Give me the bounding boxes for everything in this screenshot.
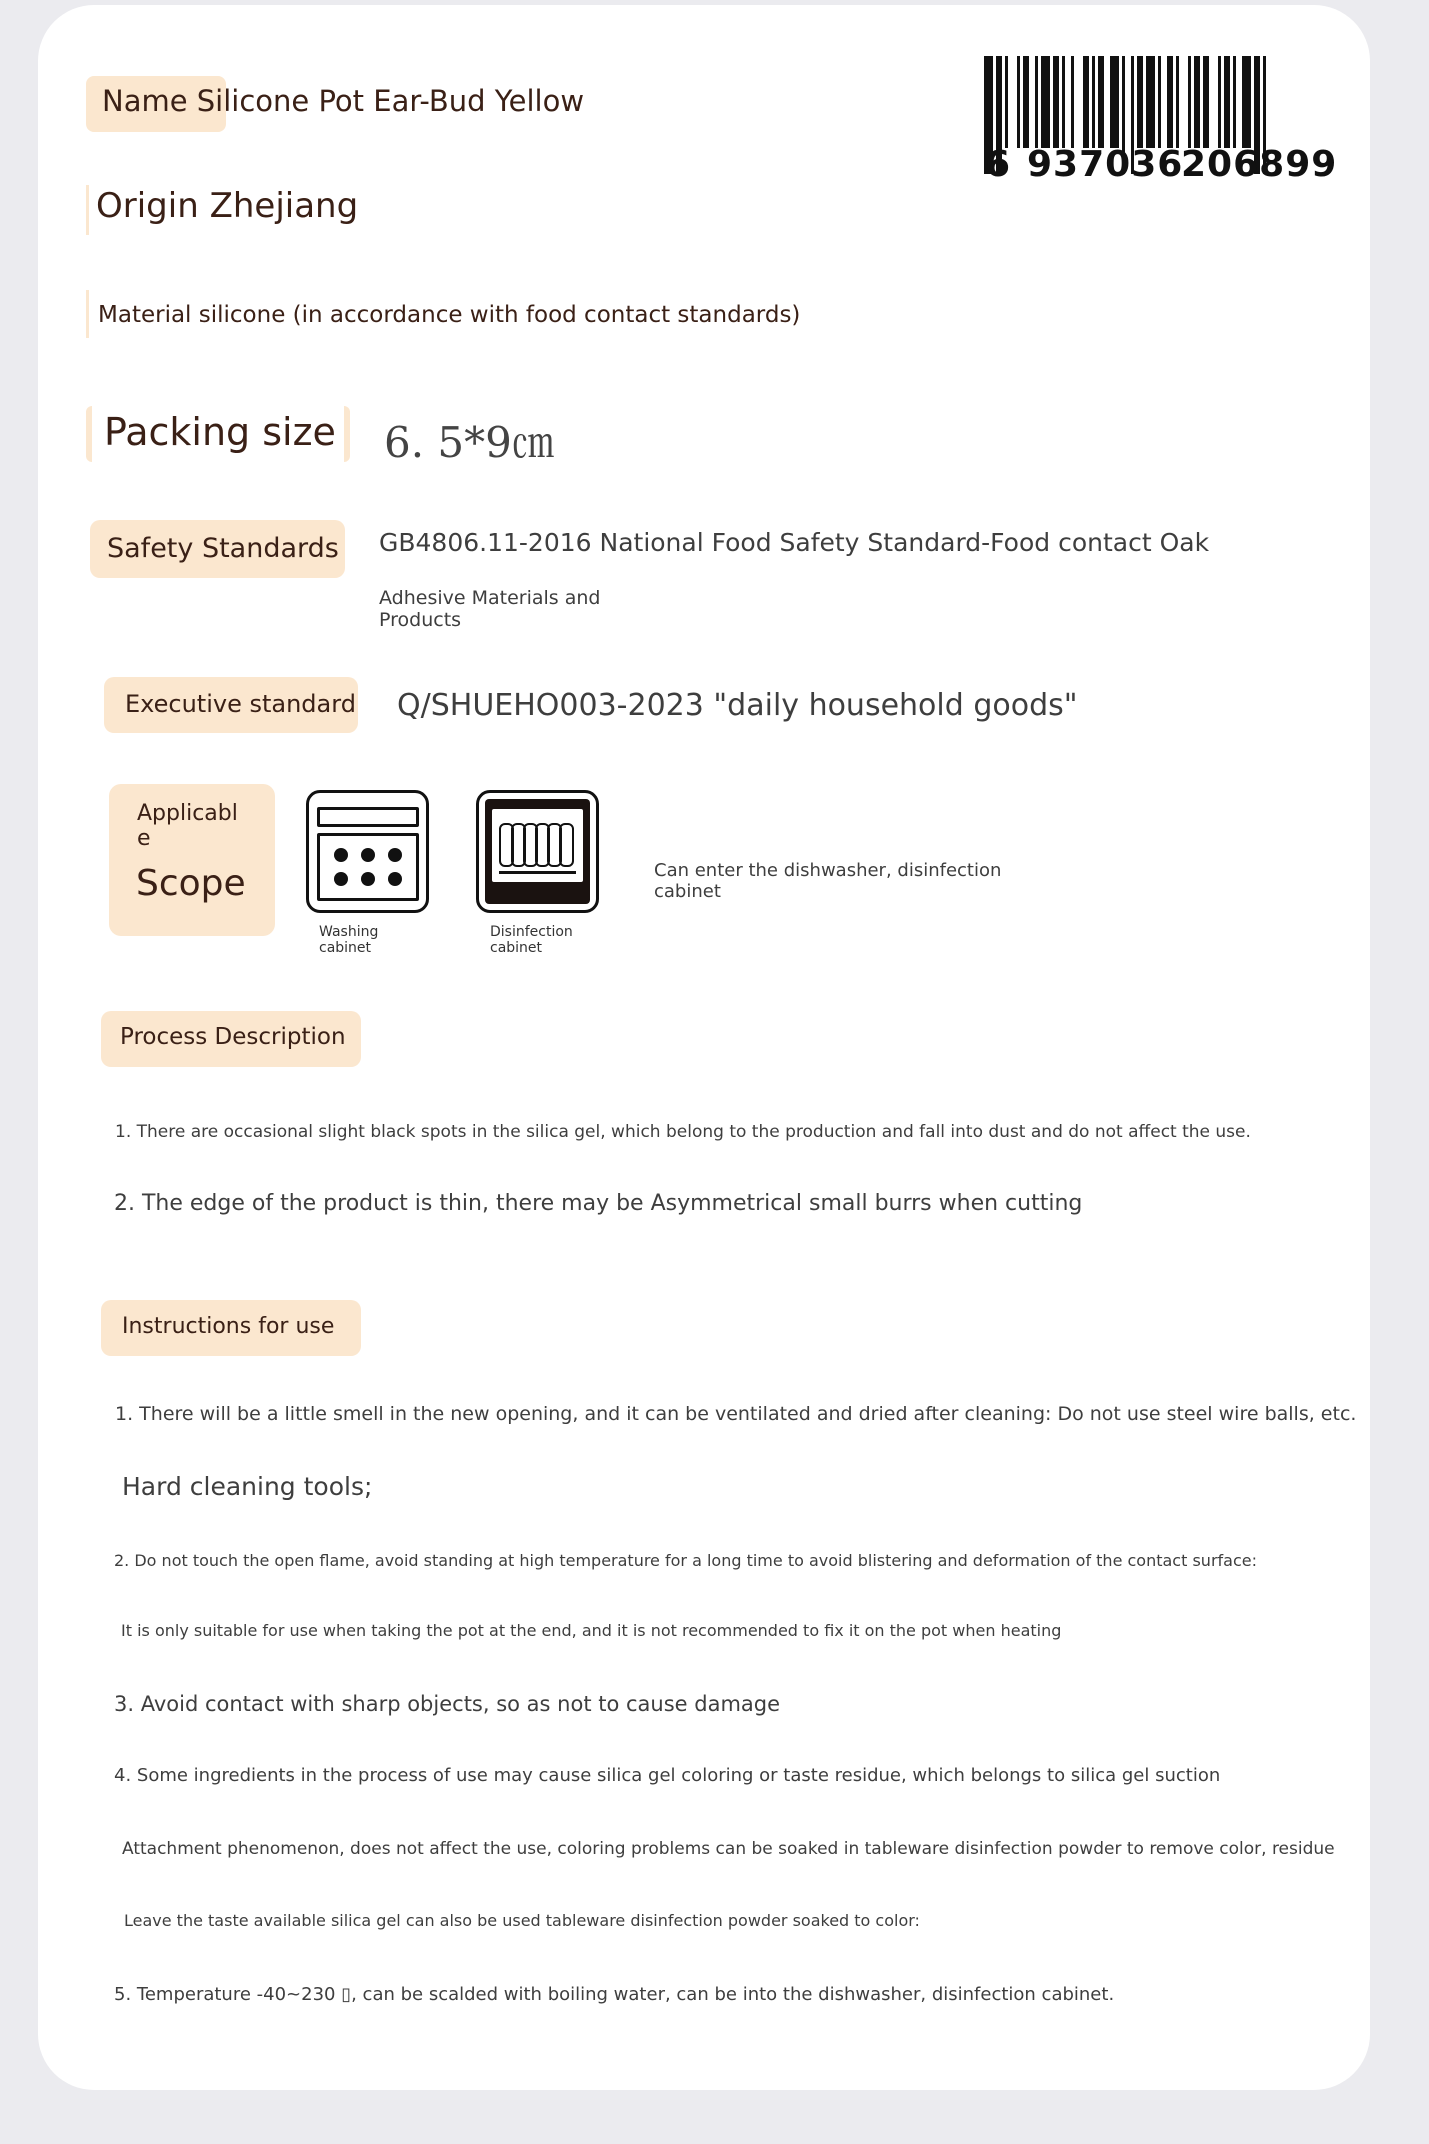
process-label: Process Description (120, 1024, 346, 1050)
barcode-bar (1083, 56, 1089, 148)
barcode-bar (1071, 56, 1074, 148)
packing-value: 6. 5*9㎝ (384, 418, 554, 467)
scope-note-line1: Can enter the dishwasher, disinfection (654, 860, 1002, 881)
barcode-bar (1137, 56, 1143, 148)
barcode-bar (1224, 56, 1230, 148)
barcode-bar (1062, 56, 1065, 148)
material-accent (86, 290, 89, 338)
instruction-line-5: 3. Avoid contact with sharp objects, so as not to cause damage (114, 1692, 781, 1716)
instruction-line-6: 4. Some ingredients in the process of use may cause silica gel coloring or taste residue, which belongs to silica gel suction (114, 1765, 1221, 1786)
safety-line2b: Products (379, 609, 462, 631)
barcode-bar (1053, 56, 1059, 148)
barcode-bar (1092, 56, 1095, 148)
barcode-bar (1098, 56, 1104, 148)
safety-line2a: Adhesive Materials and (379, 587, 601, 609)
barcode-bar (1017, 56, 1020, 148)
barcode-bar (1194, 56, 1200, 148)
washing-cabinet-icon (306, 790, 429, 913)
barcode-bar (1233, 56, 1236, 148)
disinfection-cabinet-icon (476, 790, 599, 913)
scope-label-line2: e (137, 826, 151, 851)
instruction-line-8: Leave the taste available silica gel can also be used tableware disinfection powder soaked to color: (124, 1911, 920, 1930)
washing-caption-2: cabinet (319, 940, 372, 956)
process-item-2: 2. The edge of the product is thin, there may be Asymmetrical small burrs when cutting (114, 1191, 1083, 1216)
instruction-line-3: 2. Do not touch the open flame, avoid standing at high temperature for a long time to avoid blistering and deformation of the contact surface: (114, 1551, 1257, 1570)
instruction-line-9: 5. Temperature -40~230 ▯, can be scalded with boiling water, can be into the dishwasher, disinfection cabinet. (114, 1984, 1115, 2005)
barcode-bar (1005, 56, 1008, 148)
washing-cabinet-body (317, 833, 419, 901)
disinfection-caption-2: cabinet (490, 940, 543, 956)
scope-label-line1: Applicabl (137, 801, 238, 826)
product-origin: Origin Zhejiang (96, 186, 359, 226)
barcode-digit-lead: 6 (985, 144, 1011, 185)
scope-label-big: Scope (136, 863, 246, 904)
instructions-label: Instructions for use (122, 1314, 335, 1339)
barcode-bar (1203, 56, 1209, 148)
washing-caption-1: Washing (319, 924, 379, 940)
packing-label: Packing size (104, 410, 336, 454)
instruction-line-7: Attachment phenomenon, does not affect the use, coloring problems can be soaked in tableware disinfection powder to remove color, residue (122, 1839, 1335, 1859)
barcode-bar (1110, 56, 1119, 148)
scope-note-line2: cabinet (654, 881, 721, 902)
instruction-line-1: 1. There will be a little smell in the new opening, and it can be ventilated and dried after cleaning: Do not use steel wire balls, etc. (115, 1403, 1357, 1425)
barcode-bar (1041, 56, 1050, 148)
instruction-line-2: Hard cleaning tools; (122, 1472, 373, 1501)
barcode-bar (1218, 56, 1221, 148)
instruction-line-4: It is only suitable for use when taking the pot at the end, and it is not recommended to fix it on the pot when heating (121, 1621, 1062, 1640)
safety-label: Safety Standards (107, 533, 339, 564)
product-material: Material silicone (in accordance with food contact standards) (98, 302, 801, 328)
barcode-digits-right: 206899 (1181, 144, 1338, 185)
barcode-bar (1035, 56, 1038, 148)
safety-line1: GB4806.11-2016 National Food Safety Standard-Food contact Oak (379, 528, 1210, 557)
barcode-bar (1188, 56, 1191, 148)
disinfection-caption-1: Disinfection (490, 924, 573, 940)
process-item-1: 1. There are occasional slight black spots in the silica gel, which belong to the production and fall into dust and do not affect the use. (115, 1122, 1251, 1142)
washing-cabinet-top-panel (317, 807, 419, 827)
barcode-bar (1158, 56, 1161, 148)
barcode-bar (1176, 56, 1179, 148)
executive-value: Q/SHUEHO003-2023 "daily household goods" (397, 688, 1078, 723)
origin-accent (86, 185, 89, 235)
executive-label: Executive standard (125, 690, 356, 718)
barcode-bar (1023, 56, 1029, 148)
barcode-digits-left: 937036 (1027, 144, 1184, 185)
barcode-bar (1146, 56, 1155, 148)
barcode-bar (1167, 56, 1173, 148)
barcode-bar (1242, 56, 1251, 148)
product-name: Name Silicone Pot Ear-Bud Yellow (102, 84, 585, 118)
